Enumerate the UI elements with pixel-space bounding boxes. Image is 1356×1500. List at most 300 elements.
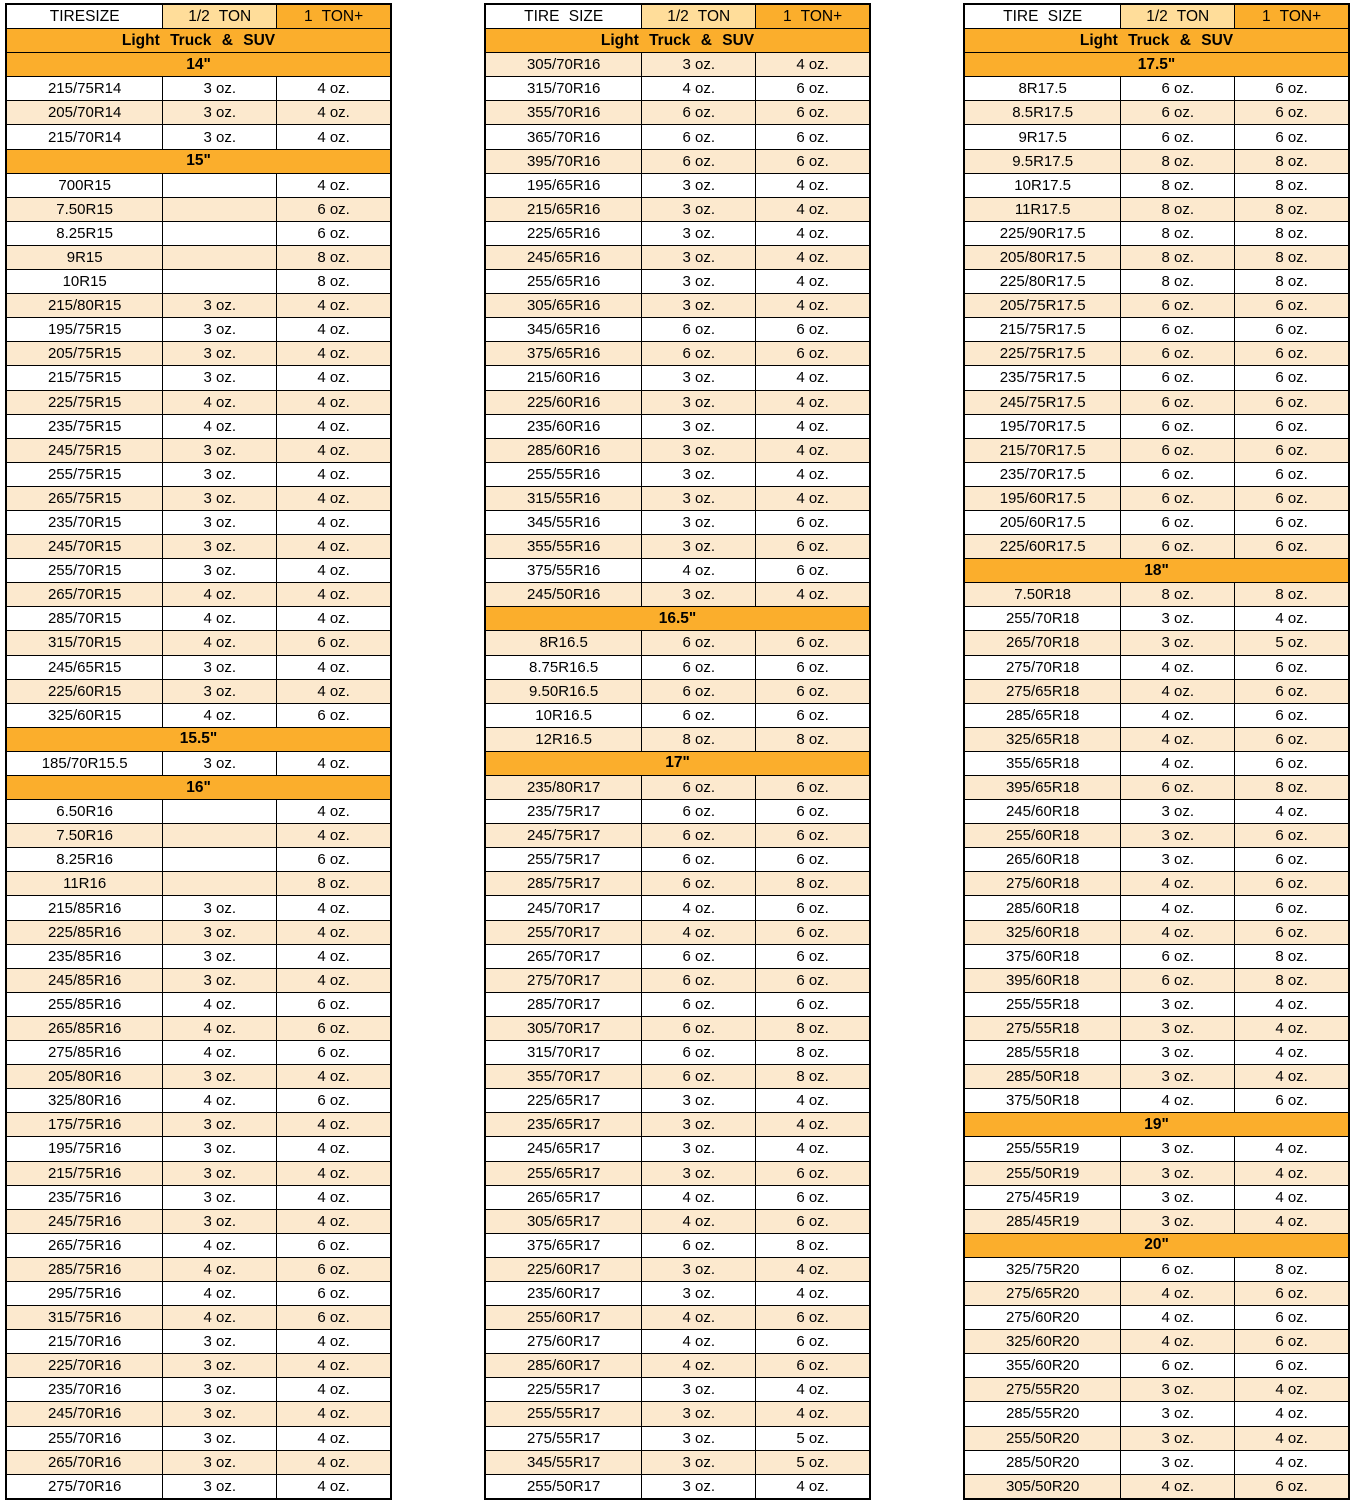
table-row xyxy=(964,655,1349,679)
table-row xyxy=(6,245,391,269)
table-row xyxy=(964,1185,1349,1209)
tire-size-cell: 375/60R18 xyxy=(964,944,1121,968)
column-header-row xyxy=(485,4,870,29)
half-ton-cell: 6 oz. xyxy=(642,149,756,173)
half-ton-cell: 4 oz. xyxy=(642,77,756,101)
half-ton-cell: 3 oz. xyxy=(642,1161,756,1185)
one-ton-cell: 6 oz. xyxy=(756,824,870,848)
half-ton-cell: 3 oz. xyxy=(642,535,756,559)
tire-size-cell: 235/75R16 xyxy=(6,1185,163,1209)
half-ton-cell: 3 oz. xyxy=(163,1402,277,1426)
tire-size-cell: 245/60R18 xyxy=(964,800,1121,824)
half-ton-cell: 3 oz. xyxy=(163,944,277,968)
table-row xyxy=(964,968,1349,992)
half-ton-cell: 8 oz. xyxy=(1121,197,1235,221)
tire-size-cell: 235/85R16 xyxy=(6,944,163,968)
table-row xyxy=(485,149,870,173)
tire-size-cell: 245/75R16 xyxy=(6,1209,163,1233)
table-row xyxy=(964,318,1349,342)
one-ton-cell: 4 oz. xyxy=(756,1474,870,1499)
half-ton-cell: 3 oz. xyxy=(642,1281,756,1305)
table-row xyxy=(6,125,391,149)
half-ton-cell: 3 oz. xyxy=(163,125,277,149)
table-row xyxy=(6,1137,391,1161)
one-ton-cell: 6 oz. xyxy=(1235,294,1349,318)
table-row xyxy=(485,992,870,1016)
half-ton-cell: 3 oz. xyxy=(163,1137,277,1161)
tire-size-cell: 195/70R17.5 xyxy=(964,414,1121,438)
one-ton-cell: 8 oz. xyxy=(1235,776,1349,800)
table-row xyxy=(6,1306,391,1330)
tire-size-cell: 225/80R17.5 xyxy=(964,270,1121,294)
one-ton-cell: 4 oz. xyxy=(277,1330,391,1354)
half-ton-cell: 3 oz. xyxy=(163,1378,277,1402)
half-ton-cell: 3 oz. xyxy=(163,896,277,920)
one-ton-cell: 8 oz. xyxy=(756,727,870,751)
one-ton-cell: 4 oz. xyxy=(277,486,391,510)
tire-size-cell: 255/70R18 xyxy=(964,607,1121,631)
table-row xyxy=(485,1016,870,1040)
tire-size-cell: 205/75R15 xyxy=(6,342,163,366)
table-row xyxy=(6,173,391,197)
half-ton-cell: 3 oz. xyxy=(1121,992,1235,1016)
tire-size-cell: 225/55R17 xyxy=(485,1378,642,1402)
table-row xyxy=(6,751,391,775)
tire-size-cell: 255/70R15 xyxy=(6,559,163,583)
one-ton-cell: 6 oz. xyxy=(756,318,870,342)
table-row xyxy=(485,848,870,872)
table-row xyxy=(485,53,870,77)
table-row xyxy=(964,1354,1349,1378)
section-header-row xyxy=(964,559,1349,583)
half-ton-cell: 4 oz. xyxy=(163,414,277,438)
table-row xyxy=(964,679,1349,703)
table-row xyxy=(485,920,870,944)
one-ton-cell: 8 oz. xyxy=(277,245,391,269)
section-header-row xyxy=(6,53,391,77)
one-ton-cell: 5 oz. xyxy=(756,1450,870,1474)
tire-size-cell: 255/85R16 xyxy=(6,992,163,1016)
half-ton-cell: 3 oz. xyxy=(1121,1450,1235,1474)
one-ton-cell: 4 oz. xyxy=(277,1378,391,1402)
table-row xyxy=(485,968,870,992)
tire-size-cell: 275/70R16 xyxy=(6,1474,163,1499)
half-ton-cell: 4 oz. xyxy=(1121,1330,1235,1354)
tire-size-cell: 265/75R15 xyxy=(6,486,163,510)
tire-size-cell: 355/70R17 xyxy=(485,1065,642,1089)
table-row xyxy=(6,1378,391,1402)
tire-size-cell: 315/70R15 xyxy=(6,631,163,655)
one-ton-cell: 6 oz. xyxy=(756,342,870,366)
half-ton-cell: 6 oz. xyxy=(1121,366,1235,390)
one-ton-cell: 8 oz. xyxy=(277,270,391,294)
half-ton-cell: 3 oz. xyxy=(642,414,756,438)
table-row xyxy=(485,1209,870,1233)
one-ton-cell: 6 oz. xyxy=(756,968,870,992)
tire-size-cell: 245/70R16 xyxy=(6,1402,163,1426)
one-ton-cell: 6 oz. xyxy=(756,149,870,173)
one-ton-cell: 4 oz. xyxy=(277,1113,391,1137)
one-ton-cell: 4 oz. xyxy=(277,1450,391,1474)
tire-size-cell: 375/50R18 xyxy=(964,1089,1121,1113)
one-ton-cell: 6 oz. xyxy=(756,510,870,534)
tire-size-cell: 345/55R16 xyxy=(485,510,642,534)
half-ton-cell: 4 oz. xyxy=(642,1354,756,1378)
half-ton-cell: 3 oz. xyxy=(642,510,756,534)
one-ton-cell: 8 oz. xyxy=(1235,245,1349,269)
one-ton-cell: 6 oz. xyxy=(277,221,391,245)
half-ton-cell: 6 oz. xyxy=(642,342,756,366)
tire-size-cell: 285/75R17 xyxy=(485,872,642,896)
half-ton-cell: 3 oz. xyxy=(163,968,277,992)
one-ton-cell: 6 oz. xyxy=(1235,1281,1349,1305)
tire-size-cell: 235/70R17.5 xyxy=(964,462,1121,486)
half-ton-cell: 8 oz. xyxy=(1121,245,1235,269)
one-ton-cell: 6 oz. xyxy=(277,992,391,1016)
half-ton-cell: 6 oz. xyxy=(642,703,756,727)
tire-size-cell: 375/55R16 xyxy=(485,559,642,583)
one-ton-cell: 8 oz. xyxy=(1235,149,1349,173)
half-ton-cell: 3 oz. xyxy=(163,1065,277,1089)
tire-size-cell: 9R17.5 xyxy=(964,125,1121,149)
tire-size-cell: 205/60R17.5 xyxy=(964,510,1121,534)
tire-size-cell: 8.75R16.5 xyxy=(485,655,642,679)
table-row xyxy=(485,535,870,559)
table-row xyxy=(6,390,391,414)
table-row xyxy=(964,197,1349,221)
tire-size-cell: 255/65R16 xyxy=(485,270,642,294)
table-row xyxy=(485,631,870,655)
tire-size-cell: 275/55R17 xyxy=(485,1426,642,1450)
tire-size-cell: 215/75R15 xyxy=(6,366,163,390)
table-row xyxy=(485,1257,870,1281)
tire-size-cell: 285/70R17 xyxy=(485,992,642,1016)
tire-size-cell: 215/60R16 xyxy=(485,366,642,390)
one-ton-cell: 6 oz. xyxy=(756,679,870,703)
tire-size-cell: 11R17.5 xyxy=(964,197,1121,221)
half-ton-cell: 4 oz. xyxy=(642,1306,756,1330)
tire-size-cell: 255/55R16 xyxy=(485,462,642,486)
half-ton-cell: 4 oz. xyxy=(1121,920,1235,944)
half-ton-cell: 6 oz. xyxy=(1121,438,1235,462)
half-ton-cell: 3 oz. xyxy=(1121,631,1235,655)
table-row xyxy=(485,872,870,896)
half-ton-cell: 3 oz. xyxy=(163,1209,277,1233)
one-ton-cell: 4 oz. xyxy=(1235,607,1349,631)
half-ton-cell: 3 oz. xyxy=(642,197,756,221)
tire-size-cell: 225/60R17 xyxy=(485,1257,642,1281)
one-ton-cell: 4 oz. xyxy=(277,824,391,848)
table-row xyxy=(964,1450,1349,1474)
tire-size-cell: 215/75R14 xyxy=(6,77,163,101)
table-row xyxy=(6,438,391,462)
one-ton-cell: 4 oz. xyxy=(1235,1450,1349,1474)
half-ton-cell: 3 oz. xyxy=(163,679,277,703)
half-ton-cell: 6 oz. xyxy=(1121,77,1235,101)
one-ton-cell: 8 oz. xyxy=(756,872,870,896)
tire-size-cell: 7.50R15 xyxy=(6,197,163,221)
half-ton-cell: 3 oz. xyxy=(1121,1402,1235,1426)
tire-size-cell: 225/60R15 xyxy=(6,679,163,703)
half-ton-cell: 3 oz. xyxy=(163,77,277,101)
table-row xyxy=(964,438,1349,462)
table-row xyxy=(6,800,391,824)
one-ton-cell: 4 oz. xyxy=(1235,1378,1349,1402)
table-row xyxy=(964,824,1349,848)
half-ton-cell: 6 oz. xyxy=(642,318,756,342)
tire-size-cell: 205/70R14 xyxy=(6,101,163,125)
one-ton-cell: 8 oz. xyxy=(1235,173,1349,197)
table-row xyxy=(6,1354,391,1378)
one-ton-cell: 6 oz. xyxy=(756,800,870,824)
tire-size-cell: 275/45R19 xyxy=(964,1185,1121,1209)
half-ton-cell: 3 oz. xyxy=(642,1137,756,1161)
one-ton-cell: 4 oz. xyxy=(756,1281,870,1305)
half-ton-cell xyxy=(163,848,277,872)
table-row xyxy=(485,1065,870,1089)
one-ton-cell: 4 oz. xyxy=(277,1474,391,1499)
half-ton-cell: 3 oz. xyxy=(1121,1185,1235,1209)
table-row xyxy=(6,559,391,583)
tire-size-cell: 12R16.5 xyxy=(485,727,642,751)
tire-size-cell: 255/60R17 xyxy=(485,1306,642,1330)
table-row xyxy=(964,149,1349,173)
one-ton-cell: 8 oz. xyxy=(1235,1257,1349,1281)
table-row xyxy=(6,968,391,992)
table-row xyxy=(485,101,870,125)
tire-size-cell: 245/65R16 xyxy=(485,245,642,269)
table-row xyxy=(485,655,870,679)
half-ton-cell: 4 oz. xyxy=(1121,655,1235,679)
half-ton-cell: 6 oz. xyxy=(1121,125,1235,149)
table-row xyxy=(964,366,1349,390)
tire-size-cell: 245/75R17 xyxy=(485,824,642,848)
section-header-row xyxy=(485,751,870,775)
tire-size-cell: 215/75R16 xyxy=(6,1161,163,1185)
one-ton-cell: 6 oz. xyxy=(277,197,391,221)
one-ton-cell: 6 oz. xyxy=(756,1354,870,1378)
one-ton-cell: 6 oz. xyxy=(756,848,870,872)
tire-size-cell: 275/70R18 xyxy=(964,655,1121,679)
tire-size-cell: 285/55R20 xyxy=(964,1402,1121,1426)
half-ton-cell: 8 oz. xyxy=(1121,221,1235,245)
table-row xyxy=(964,1281,1349,1305)
half-ton-cell: 3 oz. xyxy=(163,1161,277,1185)
half-ton-cell: 4 oz. xyxy=(163,1233,277,1257)
tire-size-cell: 185/70R15.5 xyxy=(6,751,163,775)
table-row xyxy=(964,1089,1349,1113)
one-ton-cell: 6 oz. xyxy=(756,631,870,655)
one-ton-cell: 4 oz. xyxy=(277,390,391,414)
one-ton-cell: 4 oz. xyxy=(756,245,870,269)
half-ton-cell: 6 oz. xyxy=(1121,462,1235,486)
half-ton-cell: 3 oz. xyxy=(642,1089,756,1113)
half-ton-cell: 6 oz. xyxy=(1121,294,1235,318)
one-ton-cell: 8 oz. xyxy=(1235,968,1349,992)
tire-size-cell: 275/65R20 xyxy=(964,1281,1121,1305)
table-row xyxy=(485,703,870,727)
half-ton-cell: 6 oz. xyxy=(1121,486,1235,510)
half-ton-cell: 6 oz. xyxy=(1121,776,1235,800)
table-row xyxy=(964,1402,1349,1426)
section-header: 15" xyxy=(6,149,391,173)
one-ton-cell: 8 oz. xyxy=(756,1041,870,1065)
one-ton-cell: 8 oz. xyxy=(1235,583,1349,607)
table-row xyxy=(485,1113,870,1137)
table-row xyxy=(6,1185,391,1209)
half-ton-cell: 3 oz. xyxy=(642,438,756,462)
half-ton-cell: 6 oz. xyxy=(642,1016,756,1040)
one-ton-cell: 6 oz. xyxy=(277,703,391,727)
one-ton-cell: 6 oz. xyxy=(1235,1474,1349,1499)
tire-size-cell: 265/70R15 xyxy=(6,583,163,607)
half-ton-cell: 6 oz. xyxy=(1121,968,1235,992)
half-ton-cell: 4 oz. xyxy=(163,1016,277,1040)
tire-size-cell: 6.50R16 xyxy=(6,800,163,824)
table-row xyxy=(485,1185,870,1209)
half-ton-cell: 3 oz. xyxy=(642,1378,756,1402)
half-ton-cell: 6 oz. xyxy=(642,1065,756,1089)
one-ton-cell: 6 oz. xyxy=(1235,848,1349,872)
one-ton-cell: 4 oz. xyxy=(756,197,870,221)
half-ton-cell: 3 oz. xyxy=(163,1474,277,1499)
tire-size-cell: 235/75R17.5 xyxy=(964,366,1121,390)
table-row xyxy=(485,1041,870,1065)
column-header-row xyxy=(6,4,391,29)
half-ton-cell: 4 oz. xyxy=(642,896,756,920)
one-ton-cell: 6 oz. xyxy=(1235,535,1349,559)
half-ton-cell: 6 oz. xyxy=(642,968,756,992)
table-row xyxy=(6,920,391,944)
one-ton-cell: 6 oz. xyxy=(756,559,870,583)
one-ton-cell: 4 oz. xyxy=(277,318,391,342)
half-ton-cell: 8 oz. xyxy=(642,727,756,751)
table-row xyxy=(485,679,870,703)
tire-size-cell: 345/55R17 xyxy=(485,1450,642,1474)
section-header-row xyxy=(964,53,1349,77)
section-header: 18" xyxy=(964,559,1349,583)
one-ton-cell: 4 oz. xyxy=(1235,1065,1349,1089)
table-row xyxy=(964,414,1349,438)
tire-size-cell: 245/75R15 xyxy=(6,438,163,462)
tire-size-cell: 8.25R15 xyxy=(6,221,163,245)
half-ton-cell: 4 oz. xyxy=(642,920,756,944)
half-ton-cell: 6 oz. xyxy=(642,655,756,679)
one-ton-cell: 4 oz. xyxy=(277,366,391,390)
table-row xyxy=(964,872,1349,896)
one-ton-cell: 6 oz. xyxy=(1235,1089,1349,1113)
table-row xyxy=(964,800,1349,824)
tire-size-cell: 295/75R16 xyxy=(6,1281,163,1305)
half-ton-cell: 4 oz. xyxy=(642,1209,756,1233)
one-ton-cell: 6 oz. xyxy=(1235,342,1349,366)
tire-size-cell: 285/55R18 xyxy=(964,1041,1121,1065)
one-ton-cell: 4 oz. xyxy=(756,414,870,438)
category-header-row xyxy=(485,29,870,53)
table-row xyxy=(485,438,870,462)
one-ton-cell: 4 oz. xyxy=(277,559,391,583)
tire-size-cell: 325/60R15 xyxy=(6,703,163,727)
half-ton-cell: 8 oz. xyxy=(1121,173,1235,197)
table-row xyxy=(6,1402,391,1426)
tire-size-cell: 215/85R16 xyxy=(6,896,163,920)
category-header: Light Truck & SUV xyxy=(964,29,1349,53)
table-row xyxy=(485,727,870,751)
tire-size-cell: 375/65R17 xyxy=(485,1233,642,1257)
one-ton-cell: 6 oz. xyxy=(277,1306,391,1330)
one-ton-cell: 8 oz. xyxy=(756,1016,870,1040)
one-ton-cell: 6 oz. xyxy=(1235,703,1349,727)
tire-size-cell: 345/65R16 xyxy=(485,318,642,342)
half-ton-cell: 6 oz. xyxy=(1121,535,1235,559)
one-ton-cell: 4 oz. xyxy=(1235,992,1349,1016)
half-ton-cell: 3 oz. xyxy=(163,751,277,775)
tire-size-cell: 275/55R18 xyxy=(964,1016,1121,1040)
half-ton-cell xyxy=(163,872,277,896)
one-ton-cell: 6 oz. xyxy=(756,992,870,1016)
tire-size-cell: 395/70R16 xyxy=(485,149,642,173)
table-row xyxy=(6,872,391,896)
table-row xyxy=(964,944,1349,968)
half-ton-cell: 3 oz. xyxy=(642,1474,756,1499)
tire-size-cell: 195/75R16 xyxy=(6,1137,163,1161)
table-row xyxy=(964,535,1349,559)
tire-size-cell: 255/55R18 xyxy=(964,992,1121,1016)
one-ton-cell: 6 oz. xyxy=(756,776,870,800)
table-row xyxy=(485,270,870,294)
table-row xyxy=(485,559,870,583)
half-ton-cell: 4 oz. xyxy=(163,631,277,655)
table-row xyxy=(6,270,391,294)
one-ton-cell: 4 oz. xyxy=(756,486,870,510)
section-header-row xyxy=(6,727,391,751)
tire-size-cell: 8.5R17.5 xyxy=(964,101,1121,125)
one-ton-cell: 6 oz. xyxy=(1235,486,1349,510)
table-row xyxy=(485,414,870,438)
half-ton-cell: 3 oz. xyxy=(642,1450,756,1474)
half-ton-cell: 3 oz. xyxy=(1121,1137,1235,1161)
table-row xyxy=(964,342,1349,366)
half-ton-cell: 6 oz. xyxy=(642,800,756,824)
half-ton-header: 1/2 TON xyxy=(163,4,277,29)
tire-size-cell: 195/60R17.5 xyxy=(964,486,1121,510)
one-ton-cell: 6 oz. xyxy=(756,1306,870,1330)
one-ton-cell: 6 oz. xyxy=(1235,438,1349,462)
one-ton-cell: 4 oz. xyxy=(756,1089,870,1113)
tire-size-cell: 235/60R17 xyxy=(485,1281,642,1305)
tire-size-cell: 255/70R16 xyxy=(6,1426,163,1450)
half-ton-cell: 6 oz. xyxy=(1121,510,1235,534)
one-ton-cell: 4 oz. xyxy=(756,1378,870,1402)
tire-size-cell: 255/75R15 xyxy=(6,462,163,486)
tire-size-cell: 265/70R18 xyxy=(964,631,1121,655)
tire-size-cell: 285/60R17 xyxy=(485,1354,642,1378)
table-row xyxy=(6,848,391,872)
tire-table-left xyxy=(5,3,392,1500)
tire-size-cell: 195/65R16 xyxy=(485,173,642,197)
table-row xyxy=(964,101,1349,125)
one-ton-cell: 6 oz. xyxy=(277,1281,391,1305)
half-ton-cell: 3 oz. xyxy=(642,1113,756,1137)
one-ton-cell: 4 oz. xyxy=(277,462,391,486)
half-ton-cell: 4 oz. xyxy=(1121,872,1235,896)
one-ton-cell: 6 oz. xyxy=(756,1185,870,1209)
tire-size-cell: 245/85R16 xyxy=(6,968,163,992)
table-row xyxy=(485,462,870,486)
table-row xyxy=(964,1474,1349,1499)
tire-size-cell: 235/65R17 xyxy=(485,1113,642,1137)
half-ton-cell: 4 oz. xyxy=(1121,1281,1235,1305)
